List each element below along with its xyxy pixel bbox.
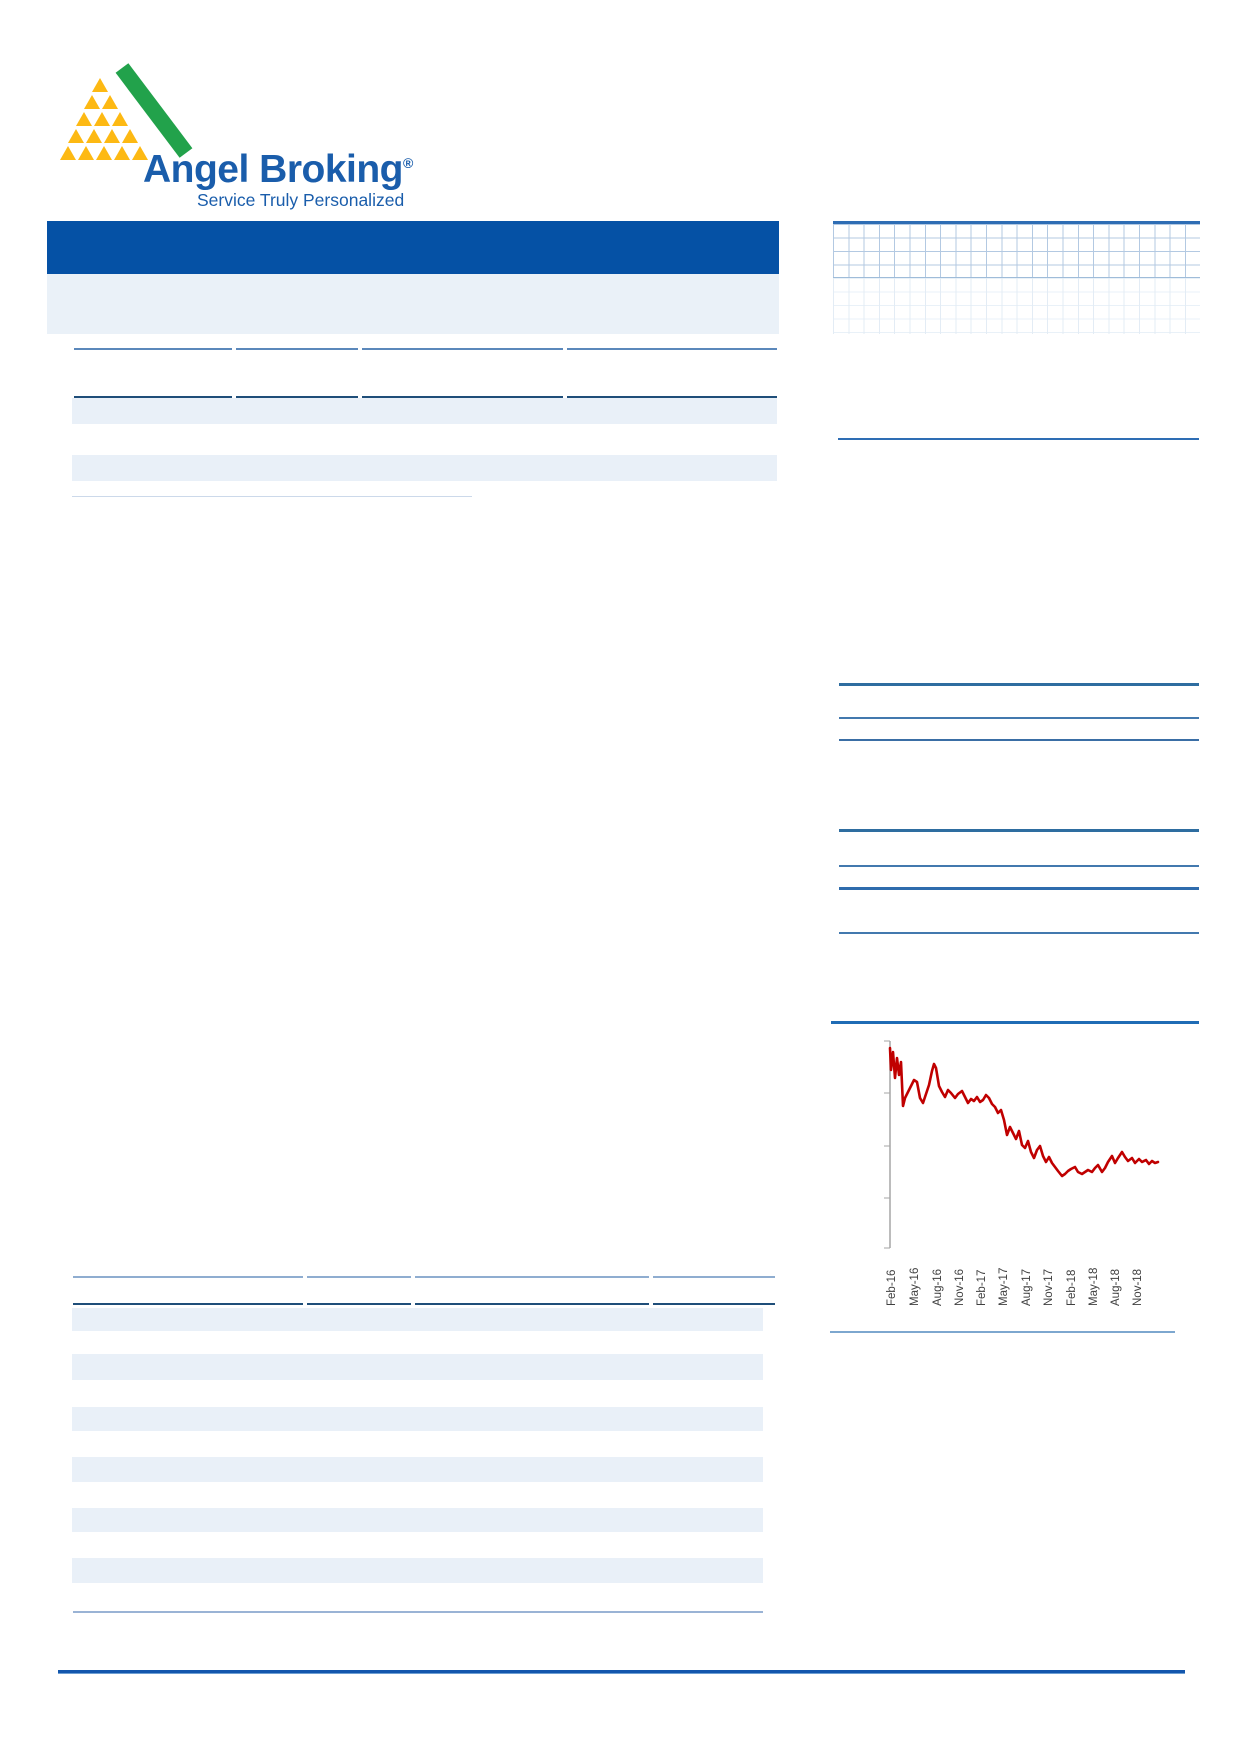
x-axis-label: May-16: [909, 1267, 921, 1306]
financials-table-top-rule: [653, 1276, 775, 1278]
logo-pyramid-icon: [36, 56, 236, 161]
sidebar-table-rule: [839, 887, 1199, 890]
summary-table-row-stripe: [72, 398, 777, 424]
sidebar-table-rule: [839, 865, 1199, 867]
x-axis-label: Aug-16: [932, 1268, 944, 1306]
sidebar-rule: [838, 438, 1199, 440]
brand-name: Angel Broking®: [143, 148, 413, 191]
report-subheader-band: [47, 274, 779, 334]
x-axis-label: Feb-18: [1066, 1269, 1078, 1306]
financials-table-row-stripe: [72, 1407, 763, 1431]
chart-x-axis-labels: [886, 1268, 1144, 1306]
financials-table-header-rule: [653, 1303, 775, 1305]
sidebar-table-rule: [839, 829, 1199, 832]
financials-table-row-stripe: [72, 1354, 763, 1380]
financials-table-top-rule: [307, 1276, 411, 1278]
chart-y-axis: [884, 1041, 890, 1248]
financials-table-row-stripe: [72, 1308, 763, 1331]
financials-table-header-rule: [73, 1303, 303, 1305]
financials-table-header-rule: [415, 1303, 649, 1305]
x-axis-label: May-18: [1088, 1267, 1100, 1306]
financials-table-row-stripe: [72, 1558, 763, 1583]
x-axis-label: May-17: [998, 1267, 1010, 1306]
stock-price-chart: [820, 1030, 1210, 1320]
x-axis-label: Feb-16: [886, 1269, 898, 1306]
financials-table-row-stripe: [72, 1457, 763, 1482]
summary-table-top-rule: [74, 348, 232, 350]
shareholding-mini-grid: [833, 221, 1200, 334]
chart-price-line: [890, 1048, 1158, 1176]
sidebar-table-rule: [839, 739, 1199, 741]
x-axis-label: Feb-17: [976, 1269, 988, 1306]
summary-table-bottom-rule: [72, 496, 472, 497]
mini-grid-lower-section: [833, 278, 1200, 334]
chart-bottom-rule: [830, 1331, 1175, 1333]
x-axis-label: Nov-17: [1043, 1268, 1055, 1306]
angel-broking-logo: [36, 56, 413, 210]
x-axis-label: Nov-16: [954, 1268, 966, 1306]
financials-table-top-rule: [73, 1276, 303, 1278]
summary-table-row-stripe: [72, 455, 777, 481]
mini-grid-upper-section: [833, 224, 1200, 278]
summary-table-top-rule: [236, 348, 358, 350]
registered-mark: ®: [403, 155, 413, 171]
x-axis-label: Nov-18: [1132, 1268, 1144, 1306]
x-axis-label: Aug-17: [1021, 1268, 1033, 1306]
sidebar-table-rule: [839, 683, 1199, 686]
sidebar-table-rule: [839, 717, 1199, 719]
page-footer-rule: [58, 1670, 1185, 1674]
financials-table-top-rule: [415, 1276, 649, 1278]
stock-price-series-line: [890, 1048, 1158, 1176]
summary-table-top-rule: [362, 348, 563, 350]
summary-table-top-rule: [567, 348, 777, 350]
financials-table-header-rule: [307, 1303, 411, 1305]
report-header-bar: [47, 221, 779, 274]
brand-tagline: Service Truly Personalized: [197, 190, 405, 210]
sidebar-table-rule: [839, 932, 1199, 934]
x-axis-label: Aug-18: [1110, 1268, 1122, 1306]
financials-table-bottom-rule: [73, 1611, 763, 1613]
chart-section-rule: [831, 1021, 1199, 1024]
financials-table-row-stripe: [72, 1508, 763, 1532]
